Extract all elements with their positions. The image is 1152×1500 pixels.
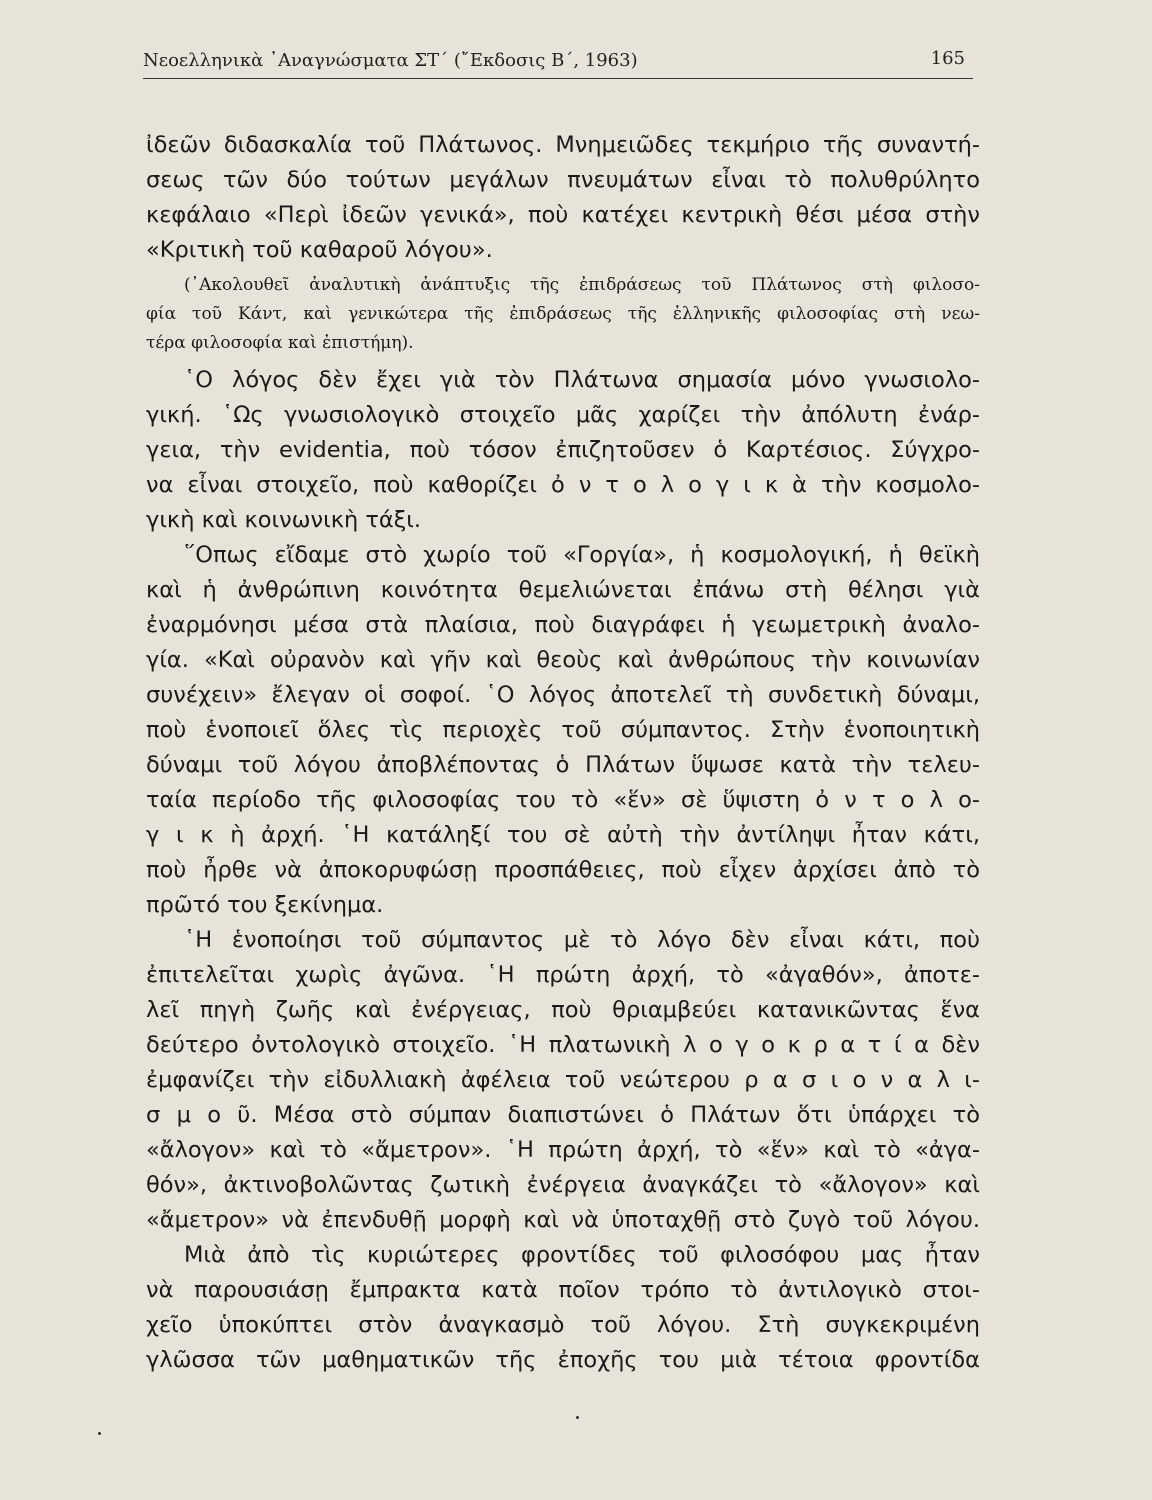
header-title: Νεοελληνικὰ ᾿Αναγνώσματα ΣΤ΄ (῎Εκδοσις Β΄, 1963): [143, 50, 638, 71]
header-rule: [143, 78, 973, 79]
running-header: [143, 44, 973, 84]
text-line: γεια, τὴν evidentia, ποὺ τόσον ἐπιζητοῦσεν ὁ Καρτέσιος. Σύγχρο-: [146, 437, 980, 463]
text-line: ῾Ο λόγος δὲν ἔχει γιὰ τὸν Πλάτωνα σημασία μόνο γνωσιολο-: [184, 367, 980, 393]
paragraph-block-2: [146, 363, 980, 1378]
text-line: καὶ ἡ ἀνθρώπινη κοινότητα θεμελιώνεται ἐπάνω στὴ θέλησι γιὰ: [146, 577, 980, 603]
body-text: [146, 128, 980, 1378]
text-line: ποὺ ἑνοποιεῖ ὅλες τὶς περιοχὲς τοῦ σύμπαντος. Στὴν ἑνοποιητικὴ: [146, 717, 980, 743]
text-line: δεύτερο ὀντολογικὸ στοιχεῖο. ῾Η πλατωνικὴ λ ο γ ο κ ρ α τ ί α δὲν: [146, 1032, 980, 1058]
editorial-note: [146, 271, 980, 358]
text-line: σεως τῶν δύο τούτων μεγάλων πνευμάτων εἶναι τὸ πολυθρύλητο: [146, 167, 980, 193]
text-line: «Κριτικὴ τοῦ καθαροῦ λόγου».: [146, 237, 493, 263]
text-line: γικὴ καὶ κοινωνικὴ τάξι.: [146, 507, 422, 533]
text-line: ῾Η ἑνοποίησι τοῦ σύμπαντος μὲ τὸ λόγο δὲν εἶναι κάτι, ποὺ: [184, 927, 980, 953]
text-line: ἰδεῶν διδασκαλία τοῦ Πλάτωνος. Μνημειῶδες τεκμήριο τῆς συναντή-: [146, 132, 980, 158]
text-line: ταία περίοδο τῆς φιλοσοφίας του τὸ «ἕν» σὲ ὕψιστη ὀ ν τ ο λ ο-: [146, 787, 980, 813]
text-line: Μιὰ ἀπὸ τὶς κυριώτερες φροντίδες τοῦ φιλοσόφου μας ἦταν: [184, 1242, 980, 1268]
text-line: κεφάλαιο «Περὶ ἰδεῶν γενικά», ποὺ κατέχει κεντρικὴ θέσι μέσα στὴν: [146, 202, 980, 228]
text-line: τέρα φιλοσοφία καὶ ἐπιστήμη).: [146, 333, 414, 353]
text-line: ποὺ ἦρθε νὰ ἀποκορυφώσῃ προσπάθειες, ποὺ εἶχεν ἀρχίσει ἀπὸ τὸ: [146, 857, 980, 883]
text-line: γ ι κ ὴ ἀρχή. ῾Η κατάληξί του σὲ αὐτὴ τὴν ἀντίληψι ἦταν κάτι,: [146, 822, 980, 848]
text-line: θόν», ἀκτινοβολῶντας ζωτικὴ ἐνέργεια ἀναγκάζει τὸ «ἄλογον» καὶ: [146, 1172, 980, 1198]
text-line: ἐναρμόνησι μέσα στὰ πλαίσια, ποὺ διαγράφει ἡ γεωμετρικὴ ἀναλο-: [146, 612, 980, 638]
text-line: πρῶτό του ξεκίνημα.: [146, 892, 384, 918]
text-line: δύναμι τοῦ λόγου ἀποβλέποντας ὁ Πλάτων ὕψωσε κατὰ τὴν τελευ-: [146, 752, 980, 778]
text-line: φία τοῦ Κάντ, καὶ γενικώτερα τῆς ἐπιδράσεως τῆς ἑλληνικῆς φιλοσοφίας στὴ νεω-: [146, 304, 980, 324]
text-line: «ἄλογον» καὶ τὸ «ἄμετρον». ῾Η πρώτη ἀρχή, τὸ «ἕν» καὶ τὸ «ἀγα-: [146, 1137, 980, 1163]
text-line: λεῖ πηγὴ ζωῆς καὶ ἐνέργειας, ποὺ θριαμβεύει κατανικῶντας ἕνα: [146, 997, 980, 1023]
text-line: γική. ῾Ως γνωσιολογικὸ στοιχεῖο μᾶς χαρίζει τὴν ἀπόλυτη ἐνάρ-: [146, 402, 980, 428]
text-line: «ἄμετρον» νὰ ἐπενδυθῇ μορφὴ καὶ νὰ ὑποταχθῇ στὸ ζυγὸ τοῦ λόγου.: [146, 1207, 980, 1233]
text-line: (᾿Ακολουθεῖ ἀναλυτικὴ ἀνάπτυξις τῆς ἐπιδράσεως τοῦ Πλάτωνος στὴ φιλοσο-: [184, 275, 980, 295]
paragraph-block-1: [146, 128, 980, 268]
text-line: ῞Οπως εἴδαμε στὸ χωρίο τοῦ «Γοργία», ἡ κοσμολογική, ἡ θεϊκὴ: [184, 542, 980, 568]
text-line: γλῶσσα τῶν μαθηματικῶν τῆς ἐποχῆς του μιὰ τέτοια φροντίδα: [146, 1347, 980, 1373]
print-speck: [98, 1432, 101, 1435]
text-line: νὰ παρουσιάσῃ ἔμπρακτα κατὰ ποῖον τρόπο τὸ ἀντιλογικὸ στοι-: [146, 1277, 980, 1303]
page-number: 165: [930, 48, 965, 69]
text-line: ἐμφανίζει τὴν εἰδυλλιακὴ ἀφέλεια τοῦ νεώτερου ρ α σ ι ο ν α λ ι-: [146, 1067, 980, 1093]
text-line: να εἶναι στοιχεῖο, ποὺ καθορίζει ὀ ν τ ο λ ο γ ι κ ὰ τὴν κοσμολο-: [146, 472, 980, 498]
text-line: χεῖο ὑποκύπτει στὸν ἀναγκασμὸ τοῦ λόγου. Στὴ συγκεκριμένη: [146, 1312, 980, 1338]
text-line: συνέχειν» ἔλεγαν οἱ σοφοί. ῾Ο λόγος ἀποτελεῖ τὴ συνδετικὴ δύναμι,: [146, 682, 980, 708]
text-line: ἐπιτελεῖται χωρὶς ἀγῶνα. ῾Η πρώτη ἀρχή, τὸ «ἀγαθόν», ἀποτε-: [146, 962, 980, 988]
text-line: γία. «Καὶ οὐρανὸν καὶ γῆν καὶ θεοὺς καὶ ἀνθρώπους τὴν κοινωνίαν: [146, 647, 980, 673]
text-line: σ μ ο ῦ. Μέσα στὸ σύμπαν διαπιστώνει ὁ Πλάτων ὅτι ὑπάρχει τὸ: [146, 1102, 980, 1128]
print-speck: [576, 1416, 579, 1419]
